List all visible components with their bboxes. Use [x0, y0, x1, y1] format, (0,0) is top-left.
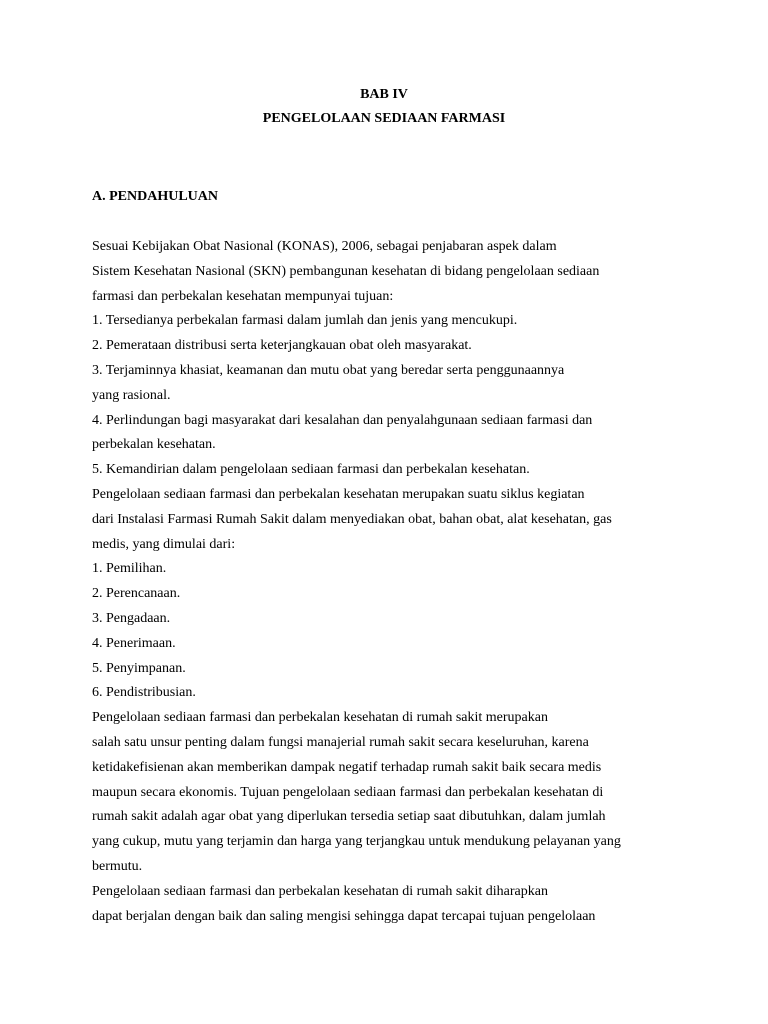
chapter-number: BAB IV — [360, 87, 408, 102]
text-line: ketidakefisienan akan memberikan dampak negatif terhadap rumah sakit baik secara medis — [92, 759, 602, 775]
text-line: 2. Perencanaan. — [92, 586, 181, 602]
text-line: salah satu unsur penting dalam fungsi manajerial rumah sakit secara keseluruhan, karena — [92, 734, 589, 750]
text-line: Pengelolaan sediaan farmasi dan perbekalan kesehatan di rumah sakit merupakan — [92, 710, 548, 726]
text-line: Pengelolaan sediaan farmasi dan perbekalan kesehatan merupakan suatu siklus kegiatan — [92, 486, 585, 502]
text-line: rumah sakit adalah agar obat yang diperlukan tersedia setiap saat dibutuhkan, dalam jumlah — [92, 809, 606, 825]
text-line: medis, yang dimulai dari: — [92, 536, 236, 552]
text-line: perbekalan kesehatan. — [92, 437, 216, 453]
text-line: yang cukup, mutu yang terjamin dan harga yang terjangkau untuk mendukung pelayanan yang — [92, 834, 621, 850]
text-line: yang rasional. — [92, 387, 171, 403]
text-line: 5. Penyimpanan. — [92, 660, 186, 676]
text-line: bermutu. — [92, 858, 143, 874]
text-line: 1. Tersedianya perbekalan farmasi dalam jumlah dan jenis yang mencukupi. — [92, 313, 518, 329]
text-line: 2. Pemerataan distribusi serta keterjangkauan obat oleh masyarakat. — [92, 338, 472, 354]
text-line: 3. Terjaminnya khasiat, keamanan dan mutu obat yang beredar serta penggunaannya — [92, 362, 565, 378]
body-text — [92, 235, 732, 929]
text-line: Sesuai Kebijakan Obat Nasional (KONAS), 2006, sebagai penjabaran aspek dalam — [92, 239, 557, 254]
text-line: 4. Penerimaan. — [92, 635, 176, 651]
section-heading: A. PENDAHULUAN — [92, 189, 218, 204]
text-line: 4. Perlindungan bagi masyarakat dari kesalahan dan penyalahgunaan sediaan farmasi dan — [92, 412, 593, 428]
text-line: 6. Pendistribusian. — [92, 685, 196, 701]
text-line: 3. Pengadaan. — [92, 610, 171, 626]
text-line: dapat berjalan dengan baik dan saling mengisi sehingga dapat tercapai tujuan pengelolaan — [92, 908, 596, 924]
text-line: Sistem Kesehatan Nasional (SKN) pembangunan kesehatan di bidang pengelolaan sediaan — [92, 263, 600, 279]
chapter-title: PENGELOLAAN SEDIAAN FARMASI — [262, 111, 506, 126]
text-line: 5. Kemandirian dalam pengelolaan sediaan farmasi dan perbekalan kesehatan. — [92, 462, 530, 478]
text-line: dari Instalasi Farmasi Rumah Sakit dalam menyediakan obat, bahan obat, alat kesehatan, gas — [92, 511, 612, 527]
text-line: maupun secara ekonomis. Tujuan pengelolaan sediaan farmasi dan perbekalan kesehatan di — [92, 784, 604, 800]
text-line: farmasi dan perbekalan kesehatan mempunyai tujuan: — [92, 288, 394, 304]
text-line: Pengelolaan sediaan farmasi dan perbekalan kesehatan di rumah sakit diharapkan — [92, 883, 548, 899]
text-line: 1. Pemilihan. — [92, 561, 167, 577]
